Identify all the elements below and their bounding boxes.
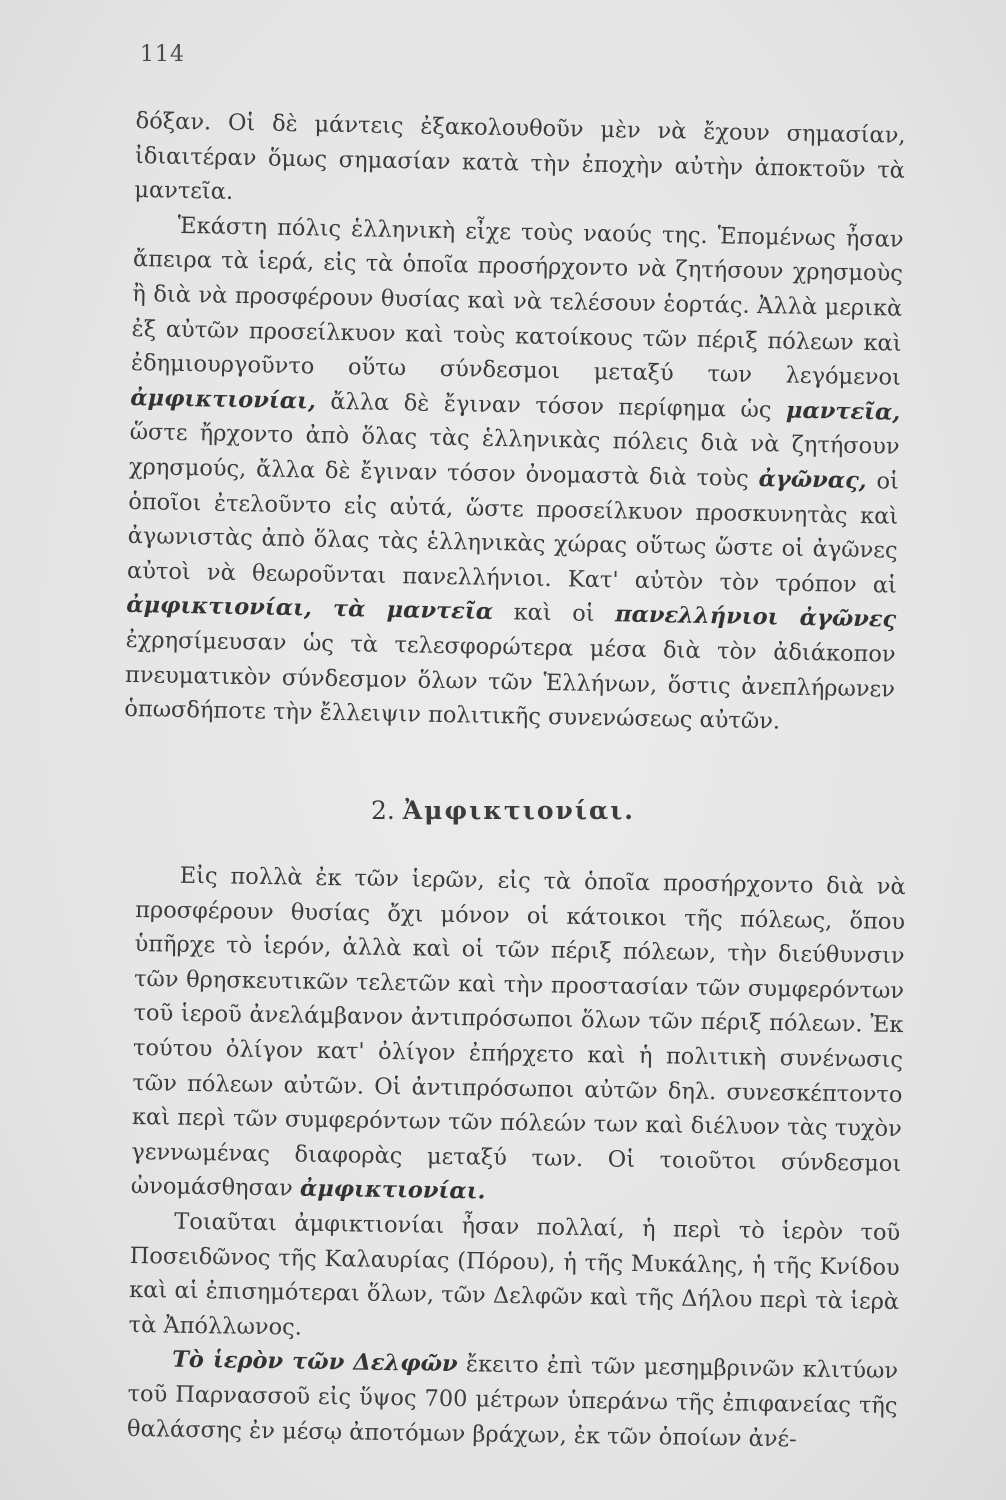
emphasis: ἀμφικτιονίαι, τὰ μαντεῖα (126, 592, 494, 626)
text-run: Εἰς πολλὰ ἐκ τῶν ἱερῶν, εἰς τὰ ὁποῖα προσήρχοντο διὰ νὰ προσφέρουν θυσίας ὄχι μόνον οἱ κάτοικοι τῆς πόλεως, ὅπου ὑπῆρχε τὸ ἱερόν, ἀλλὰ καὶ οἱ τῶν πέριξ πόλεων, τὴν διεύθυνσιν τῶν θρησκευτικῶν τελετῶν καὶ τὴν προστασίαν τῶν συμφερόντων τοῦ ἱεροῦ ἀνελάμβανον ἀντιπρόσωποι ὅλων τῶν πέριξ πόλεων. Ἐκ τούτου ὀλίγον κατ' ὀλίγον ἐπήρχετο καὶ ἡ πολιτικὴ συνένωσις τῶν πόλεων αὐτῶν. Οἱ ἀντιπρόσωποι αὐτῶν δηλ. συνεσκέπτοντο καὶ περὶ τῶν συμφερόντων τῶν πόλεών των καὶ διέλυον τὰς τυχὸν γεννωμένας διαφορὰς μεταξύ των. Οἱ τοιοῦτοι σύνδεσμοι ὠνομάσθησαν (130, 862, 906, 1202)
text-run: ἐχρησίμευσαν ὡς τὰ τελεσφορώτερα μέσα διὰ τὸν ἀδιάκοπον πνευματικὸν σύνδεσμον ὅλων τῶν Ἑλλήνων, ὅστις ἀνεπλήρωνεν ὁπωσδήποτε τὴν ἔλλειψιν πολιτικῆς συνενώσεως αὐτῶν. (124, 626, 896, 735)
section-title: Ἀμφικτιονίαι. (402, 796, 636, 825)
paragraph (124, 208, 904, 742)
section-number: 2. (370, 796, 395, 825)
text-run: ἄλλα δὲ ἔγιναν τόσον περίφημα ὡς (330, 388, 772, 424)
text-run: οἱ ὁποῖοι ἐτελοῦντο εἰς αὐτά, ὥστε προσείλκυον προσκυνητὰς καὶ ἀγωνιστὰς ἀπὸ ὅλας τὰς ἑλληνικὰς χώρας οὕτως ὥστε οἱ ἀγῶνες αὐτοὶ νὰ θεωροῦνται πανελλήνιοι. Κατ' αὐτὸν τὸν τρόπον αἱ (126, 468, 900, 599)
paragraph: δόξαν. Οἱ δὲ μάντεις ἐξακολουθοῦν μὲν νὰ ἔχουν σημασίαν, ἰδιαιτέραν ὅμως σημασίαν κατὰ τὴν ἐποχὴν αὐτὴν ἀποκτοῦν τὰ μαντεῖα. (134, 107, 906, 206)
intro-text (124, 104, 906, 741)
emphasis: πανελλήνιοι ἀγῶνες (614, 601, 897, 634)
text-run: Ἑκάστη πόλις ἑλληνικὴ εἶχε τοὺς ναούς της. Ἑπομένως ἦσαν ἄπειρα τὰ ἱερά, εἰς τὰ ὁποῖα προσήρχοντο νὰ ζητήσουν χρησμοὺς ἢ διὰ νὰ προσφέρουν θυσίας καὶ νὰ τελέσουν ἑορτάς. Ἀλλὰ μερικὰ ἐξ αὐτῶν προσείλκυον καὶ τοὺς κατοίκους τῶν πέριξ πόλεων καὶ ἐδημιουργοῦντο οὕτω σύνδεσμοι μεταξύ των λεγόμενοι (130, 212, 904, 391)
section-heading (0, 796, 1006, 825)
emphasis: ἀμφικτιονίαι. (299, 1175, 486, 1205)
page-number: 114 (140, 42, 185, 67)
paragraph (131, 858, 906, 1216)
text-run: ἔκειτο ἐπὶ τῶν μεσημβρινῶν κλιτύων τοῦ Παρνασσοῦ εἰς ὕψος 700 μέτρων ὑπεράνω τῆς ἐπιφανείας τῆς θαλάσσης ἐν μέσῳ ἀποτόμων βράχων, ἐκ τῶν ὁποίων ἀνέ- (126, 1351, 899, 1452)
paragraph (127, 1342, 899, 1458)
text-run: καὶ οἱ (513, 599, 595, 628)
section-text (127, 858, 906, 1458)
emphasis: ἀμφικτιονίαι, (130, 384, 317, 415)
emphasis: μαντεῖα, (785, 397, 901, 426)
emphasis: Τὸ ἱερὸν τῶν Δελφῶν (171, 1346, 458, 1378)
emphasis: ἀγῶνας, (758, 465, 867, 495)
text-run: ὥστε ἤρχοντο ἀπὸ ὅλας τὰς ἑλληνικὰς πόλεις διὰ νὰ ζητήσουν χρησμούς, ἄλλα δὲ ἔγιναν τόσον ὀνομαστὰ διὰ τοὺς (128, 419, 900, 492)
paragraph: Τοιαῦται ἀμφικτιονίαι ἦσαν πολλαί, ἡ περὶ τὸ ἱερὸν τοῦ Ποσειδῶνος τῆς Καλαυρίας (Πόρου), ἡ τῆς Μυκάλης, ἡ τῆς Κνίδου καὶ αἱ ἐπισημότεραι ὅλων, τῶν Δελφῶν καὶ τῆς Δήλου περὶ τὰ ἱερὰ τὰ Ἀπόλλωνος. (128, 1208, 901, 1341)
